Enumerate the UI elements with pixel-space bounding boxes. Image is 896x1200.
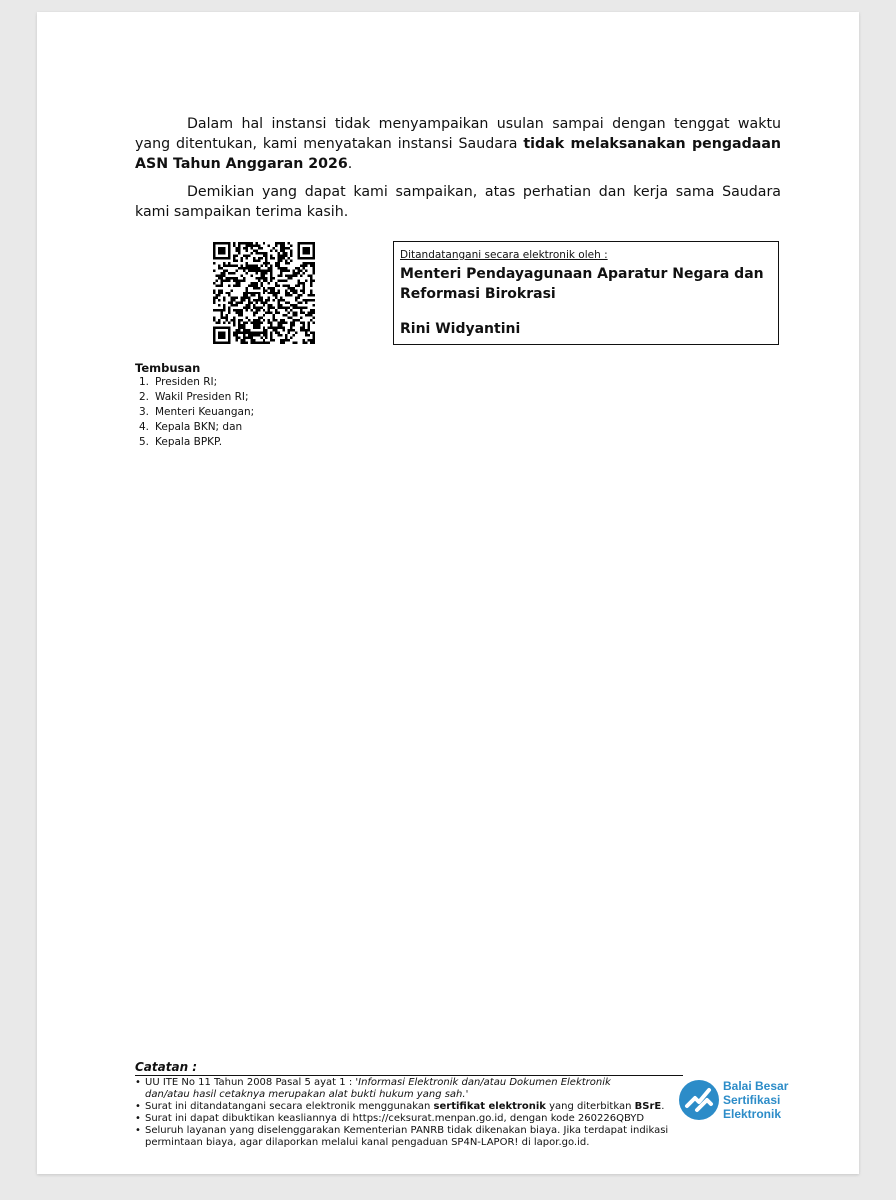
list-number: 3. [138, 406, 149, 418]
signer-title: Menteri Pendayagunaan Aparatur Negara dan Reformasi Birokrasi [400, 266, 764, 302]
document-page [37, 12, 859, 1174]
list-text: Kepala BKN; dan [155, 421, 243, 433]
para1-bold: tidak melaksanakan pengadaan ASN Tahun Anggaran 2026 [135, 136, 782, 172]
bsre-line: Sertifikasi [723, 1093, 781, 1107]
list-text: Menteri Keuangan; [155, 406, 255, 418]
signature-box [393, 241, 779, 345]
note-text: . [661, 1101, 665, 1112]
note-item [135, 1125, 695, 1149]
signer-name: Rini Widyantini [400, 321, 521, 337]
closing-paragraph-2: Demikian yang dapat kami sampaikan, atas perhatian dan kerja sama Saudara kami sampaikan terima kasih. [135, 184, 781, 220]
closing-paragraph-1 [135, 114, 781, 174]
qr-code-icon [213, 242, 315, 344]
list-number: 1. [138, 376, 149, 388]
note-text: UU ITE No 11 Tahun 2008 Pasal 5 ayat 1 : ' [145, 1077, 359, 1088]
note-quote: Informasi Elektronik dan/atau Dokumen Elektronik dan/atau hasil cetaknya merupakan alat bukti hukum yang sah. [145, 1077, 611, 1100]
note-bold: sertifikat elektronik [433, 1101, 546, 1112]
catatan-heading: Catatan : [135, 1060, 198, 1074]
note-bold: BSrE [634, 1101, 662, 1112]
bsre-logo-icon [677, 1078, 721, 1122]
list-item [135, 420, 254, 435]
note-text: ' [465, 1089, 469, 1100]
bsre-line: Elektronik [723, 1107, 782, 1121]
list-item [135, 390, 254, 405]
bsre-line: Balai Besar [723, 1079, 789, 1093]
catatan-list [135, 1077, 695, 1149]
list-text: Kepala BPKP. [155, 436, 223, 448]
tembusan-heading: Tembusan [135, 361, 201, 375]
list-number: 4. [138, 421, 149, 433]
note-item [135, 1113, 695, 1125]
list-item [135, 405, 254, 420]
list-item [135, 435, 254, 450]
note-item [135, 1077, 695, 1101]
para1-text: Dalam hal instansi tidak menyampaikan usulan sampai dengan tenggat waktu yang ditentukan, kami menyatakan instansi Saudara [135, 116, 781, 152]
para1-end: . [347, 156, 353, 172]
signature-label: Ditandatangani secara elektronik oleh : [400, 249, 608, 261]
list-text: Presiden RI; [155, 376, 218, 388]
note-text: Surat ini ditandatangani secara elektronik menggunakan [145, 1101, 434, 1112]
catatan-divider [135, 1075, 683, 1076]
note-text: Seluruh layanan yang diselenggarakan Kementerian PANRB tidak dikenakan biaya. Jika terdapat indikasi permintaan biaya, agar dilaporkan melalui kanal pengaduan SP4N-LAPOR! di lapor.go.id. [145, 1125, 669, 1148]
tembusan-list [135, 375, 254, 450]
list-number: 2. [138, 391, 149, 403]
note-text: yang diterbitkan [545, 1101, 635, 1112]
list-number: 5. [138, 436, 149, 448]
list-item [135, 375, 254, 390]
verification-link-text: Surat ini dapat dibuktikan keasliannya di https://ceksurat.menpan.go.id, dengan kode 260226QBYD [145, 1113, 645, 1124]
note-item [135, 1101, 695, 1113]
list-text: Wakil Presiden RI; [155, 391, 249, 403]
bsre-logo-text [723, 1079, 788, 1121]
